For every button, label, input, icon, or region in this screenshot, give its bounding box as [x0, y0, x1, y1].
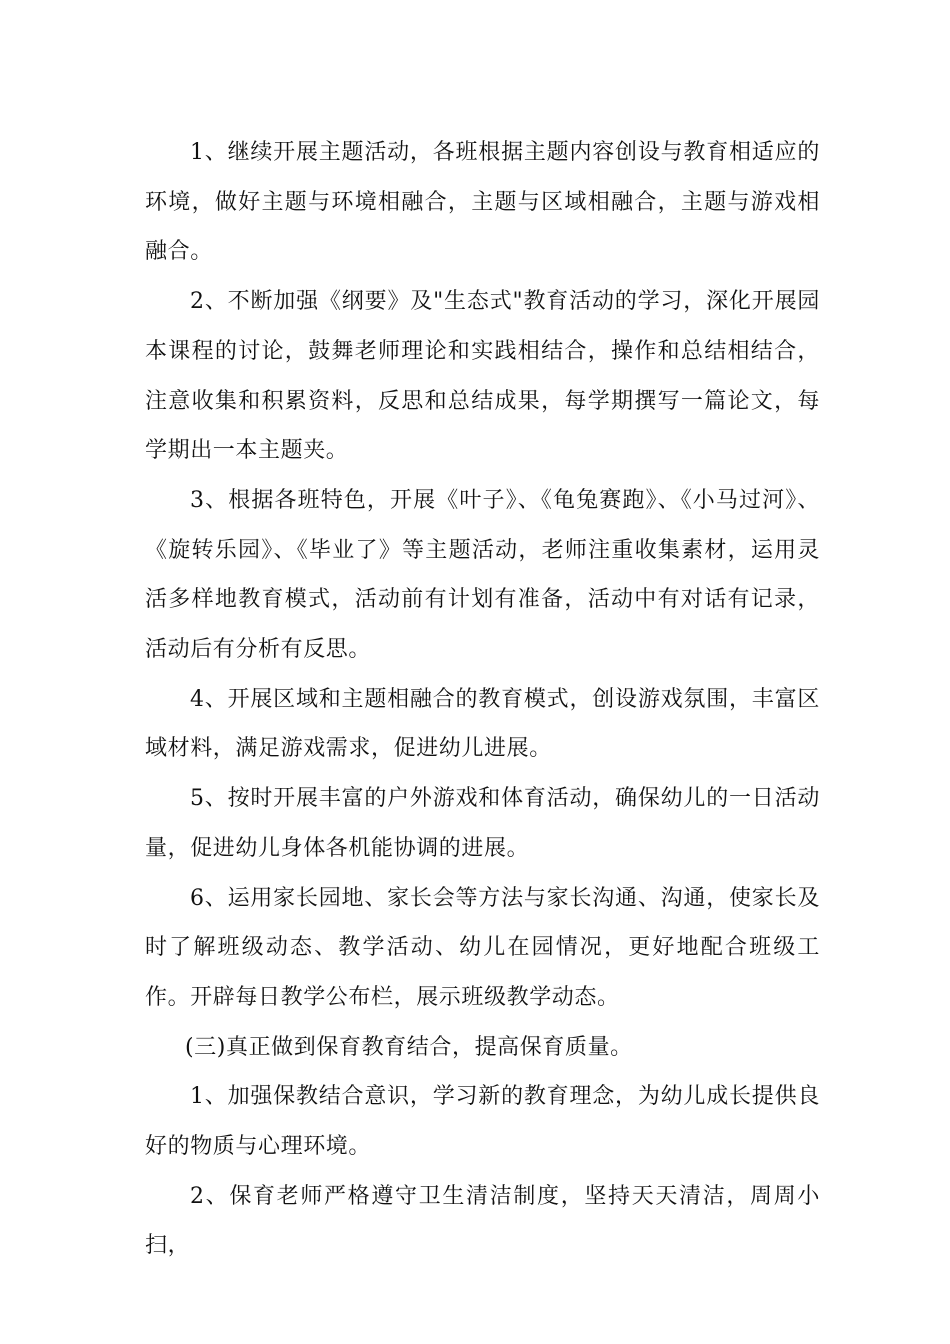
- paragraph-item-7: 1、加强保教结合意识，学习新的教育理念，为幼儿成长提供良好的物质与心理环境。: [145, 1084, 820, 1160]
- document-body: [145, 128, 820, 1271]
- paragraph-item-6: 6、运用家长园地、家长会等方法与家长沟通、沟通，使家长及时了解班级动态、教学活动、幼儿在园情况，更好地配合班级工作。开辟每日教学公布栏，展示班级教学动态。: [145, 885, 820, 1010]
- section-heading: (三)真正做到保育教育结合，提高保育质量。: [185, 1034, 633, 1060]
- paragraph-item-1: 1、继续开展主题活动，各班根据主题内容创设与教育相适应的环境，做好主题与环境相融合，主题与区域相融合，主题与游戏相融合。: [145, 140, 820, 265]
- paragraph-item-3: 3、根据各班特色，开展《叶子》、《龟兔赛跑》、《小马过河》、《旋转乐园》、《毕业了》等主题活动，老师注重收集素材，运用灵活多样地教育模式，活动前有计划有准备，活动中有对话有记录，活动后有分析有反思。: [145, 487, 820, 663]
- paragraph-item-5: 5、按时开展丰富的户外游戏和体育活动，确保幼儿的一日活动量，促进幼儿身体各机能协调的进展。: [145, 786, 820, 861]
- paragraph-item-4: 4、开展区域和主题相融合的教育模式，创设游戏氛围，丰富区域材料，满足游戏需求，促进幼儿进展。: [145, 686, 820, 762]
- paragraph-item-8: 2、保育老师严格遵守卫生清洁制度，坚持天天清洁，周周小扫，: [145, 1183, 820, 1259]
- paragraph-item-2: 2、不断加强《纲要》及"生态式"教育活动的学习，深化开展园本课程的讨论，鼓舞老师理论和实践相结合，操作和总结相结合，注意收集和积累资料，反思和总结成果，每学期撰写一篇论文，每学期出一本主题夹。: [145, 289, 820, 464]
